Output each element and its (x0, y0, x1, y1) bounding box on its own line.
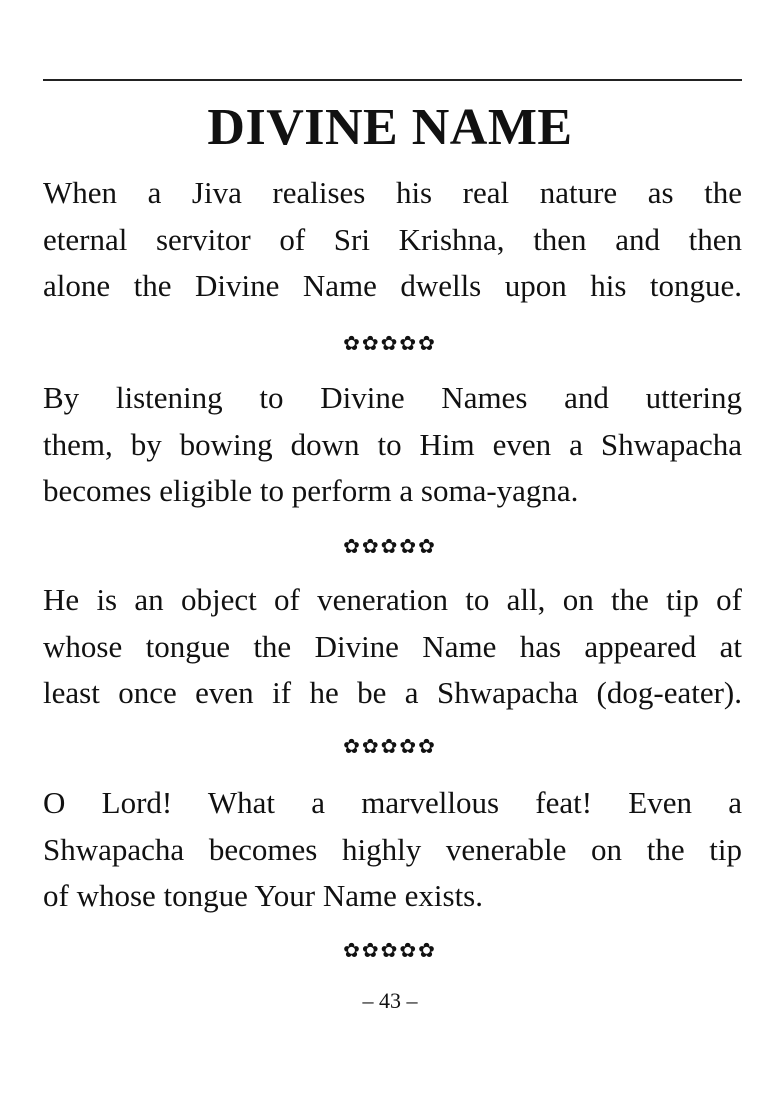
text-line: of whose tongue Your Name exists. (43, 878, 483, 913)
flower-ornament-icon: ✿✿✿✿✿ (343, 333, 437, 355)
text-line: He is an object of veneration to all, on the tip of (43, 582, 742, 617)
page-title: DIVINE NAME (207, 99, 573, 156)
text-line: O Lord! What a marvellous feat! Even a (43, 785, 742, 820)
text-line: becomes eligible to perform a soma-yagna. (43, 473, 579, 508)
text-line: When a Jiva realises his real nature as the (43, 175, 742, 210)
paragraph-2 (43, 375, 742, 515)
text-line: Shwapacha becomes highly venerable on the tip (43, 831, 742, 867)
top-rule (43, 79, 742, 81)
flower-ornament-icon: ✿✿✿✿✿ (343, 736, 437, 758)
text-line: them, by bowing down to Him even a Shwapacha (43, 426, 742, 462)
text-line: alone the Divine Name dwells upon his tongue. (43, 268, 742, 303)
text-line: eternal servitor of Sri Krishna, then and then (43, 221, 742, 257)
paragraph-1 (43, 170, 742, 310)
flower-ornament-icon: ✿✿✿✿✿ (343, 940, 437, 962)
page-number: – 43 – (362, 988, 418, 1013)
flower-ornament-icon: ✿✿✿✿✿ (343, 536, 437, 558)
paragraph-3 (43, 577, 742, 717)
text-line: whose tongue the Divine Name has appeared at (43, 628, 742, 664)
paragraph-4 (43, 780, 742, 920)
text-line: least once even if he be a Shwapacha (dog-eater). (43, 675, 742, 710)
text-line: By listening to Divine Names and uttering (43, 380, 742, 415)
